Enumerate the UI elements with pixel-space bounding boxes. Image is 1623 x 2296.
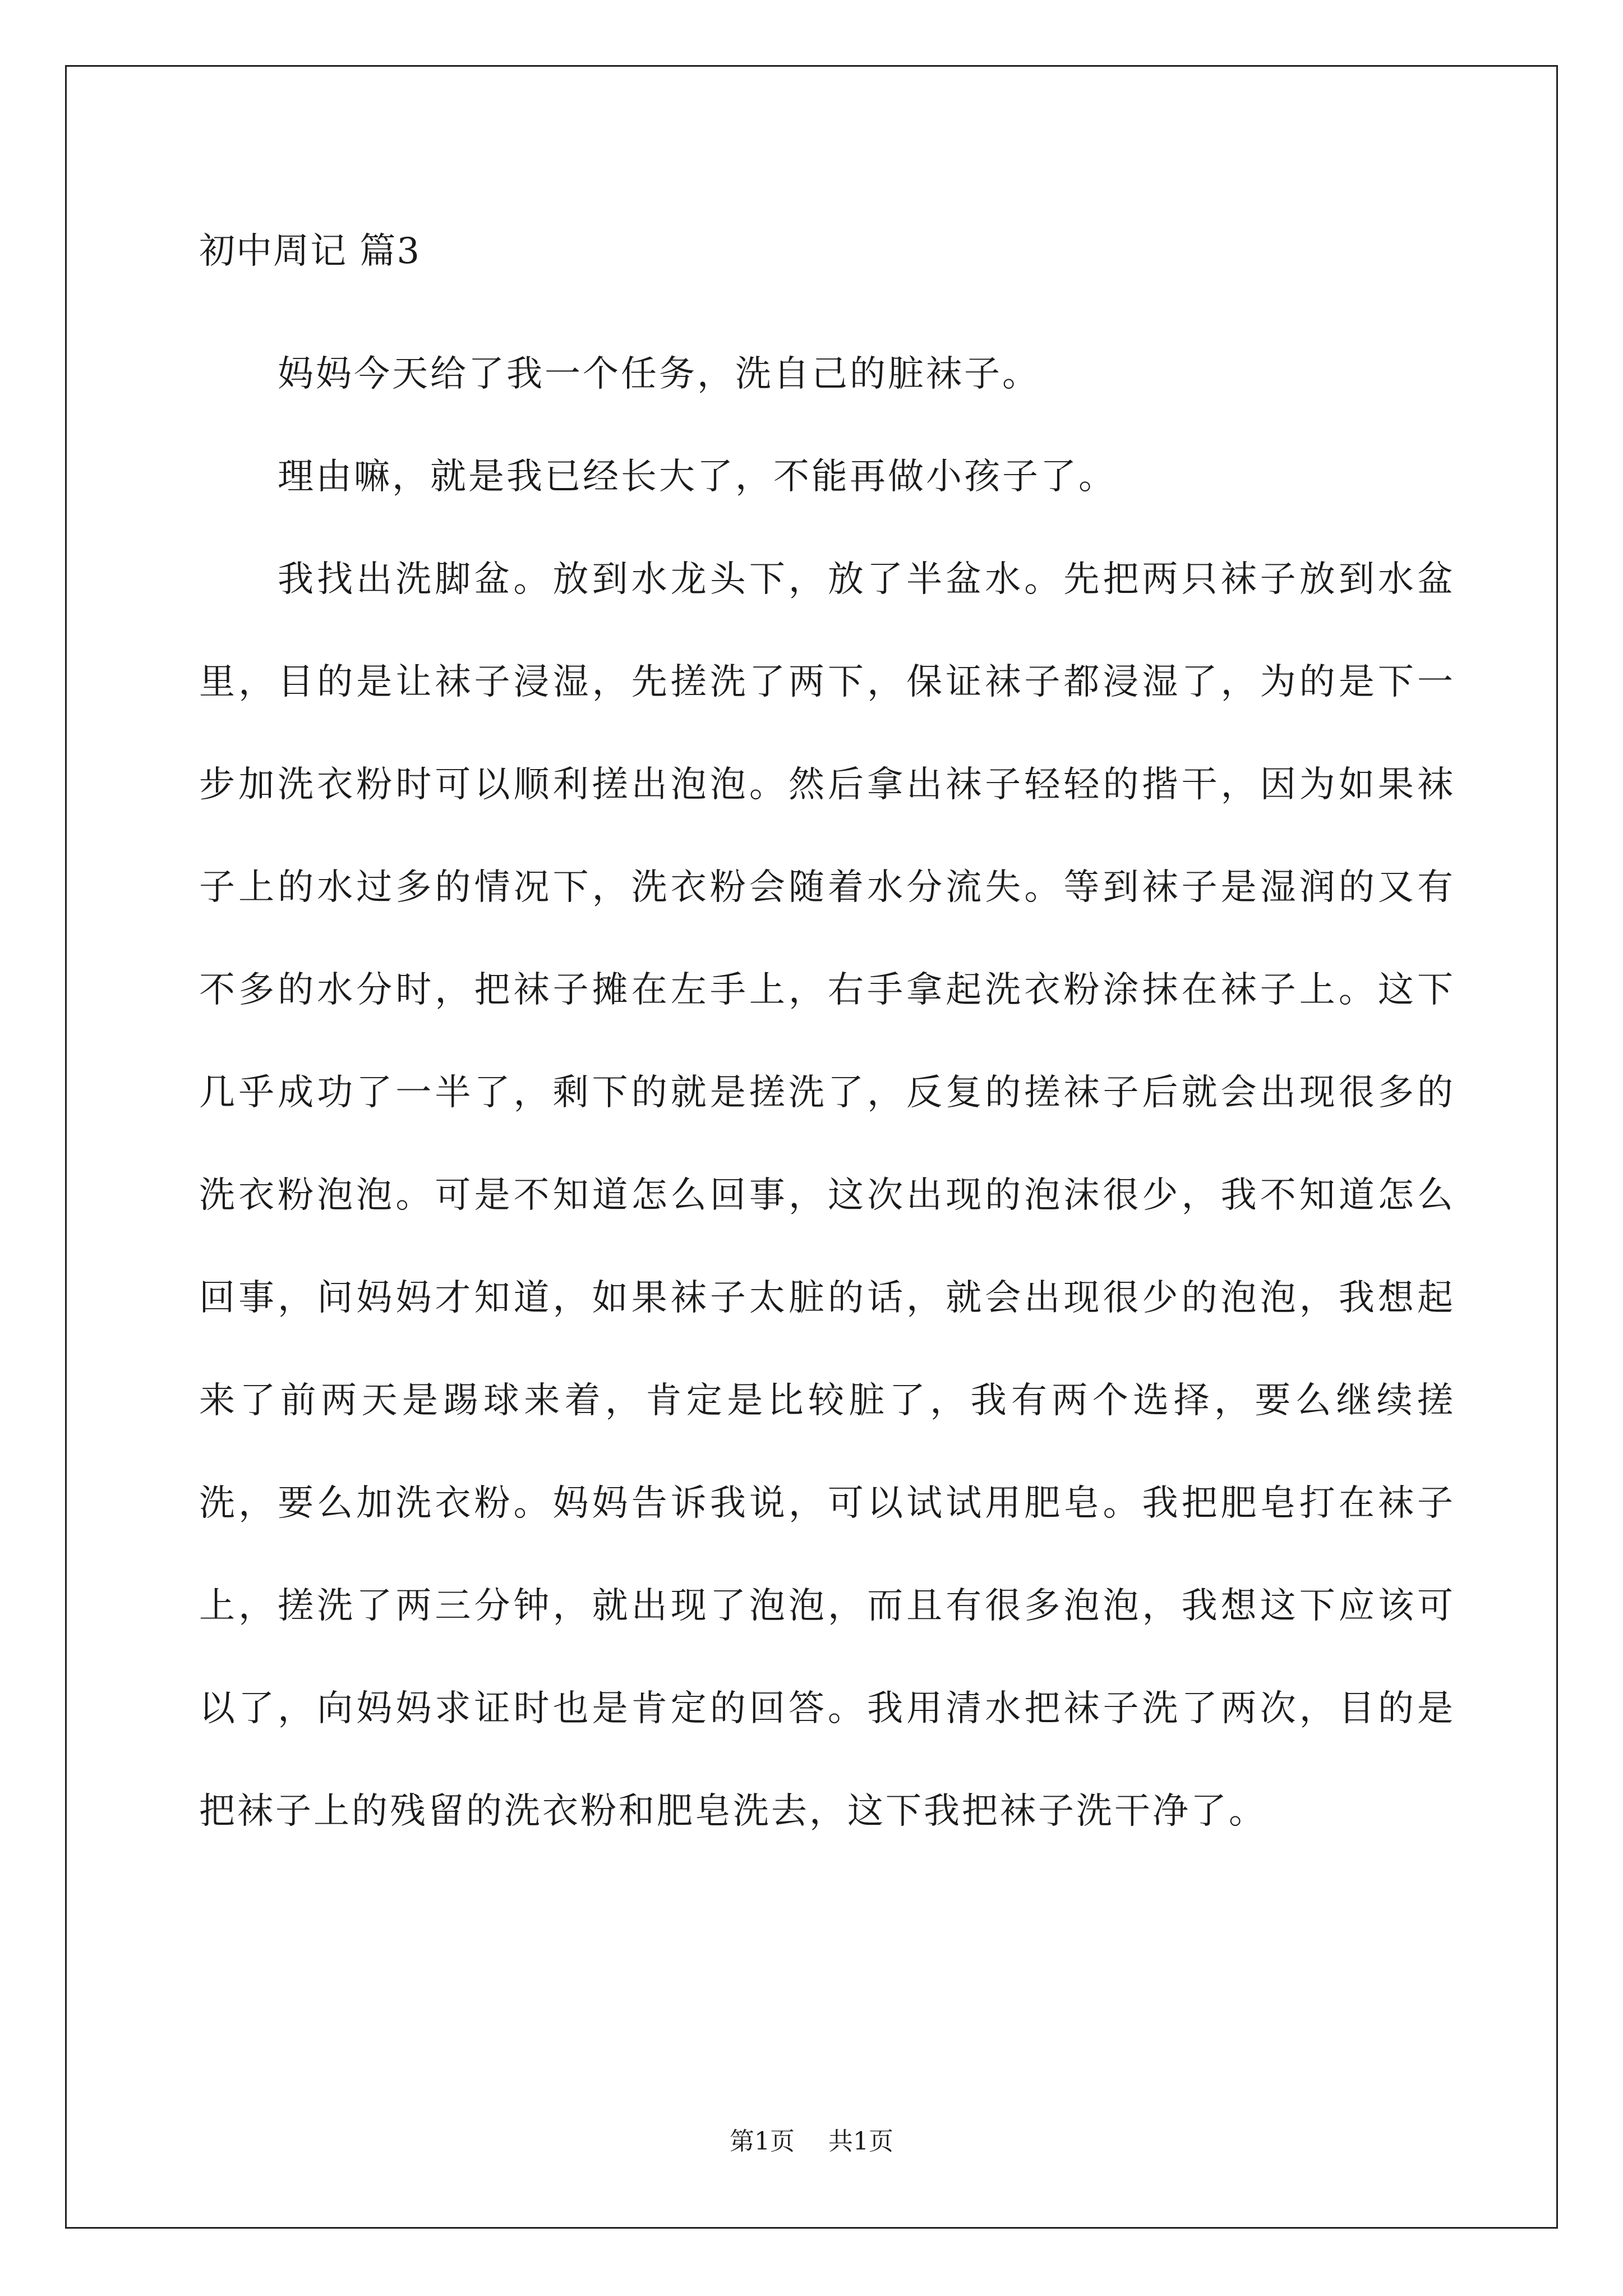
page-footer — [0, 2125, 1623, 2159]
paragraph-1: 妈妈今天给了我一个任务，洗自己的脏袜子。 — [278, 353, 1040, 395]
page-number-total: 共1页 — [828, 2127, 893, 2156]
paragraph-2: 理由嘛，就是我已经长大了，不能再做小孩子了。 — [278, 456, 1117, 498]
document-title: 初中周记 篇3 — [199, 231, 421, 272]
paragraph-3: 我找出洗脚盆。放到水龙头下，放了半盆水。先把两只袜子放到水盆里，目的是让袜子浸湿，先搓洗了两下，保证袜子都浸湿了，为的是下一步加洗衣粉时可以顺利搓出泡泡。然后拿出袜子轻轻的揩干，因为如果袜子上的水过多的情况下，洗衣粉会随着水分流失。等到袜子是湿润的又有不多的水分时，把袜子摊在左手上，右手拿起洗衣粉涂抹在袜子上。这下几乎成功了一半了，剩下的就是搓洗了，反复的搓袜子后就会出现很多的洗衣粉泡泡。可是不知道怎么回事，这次出现的泡沫很少，我不知道怎么回事，问妈妈才知道，如果袜子太脏的话，就会出现很少的泡泡，我想起来了前两天是踢球来着，肯定是比较脏了，我有两个选择，要么继续搓洗，要么加洗衣粉。妈妈告诉我说，可以试试用肥皂。我把肥皂打在袜子上，搓洗了两三分钟，就出现了泡泡，而且有很多泡泡，我想这下应该可以了，向妈妈求证时也是肯定的回答。我用清水把袜子洗了两次，目的是把袜子上的残留的洗衣粉和肥皂洗去，这下我把袜子洗干净了。 — [199, 559, 1455, 1832]
page-number-current: 第1页 — [730, 2127, 795, 2156]
document-body — [199, 223, 1455, 1863]
